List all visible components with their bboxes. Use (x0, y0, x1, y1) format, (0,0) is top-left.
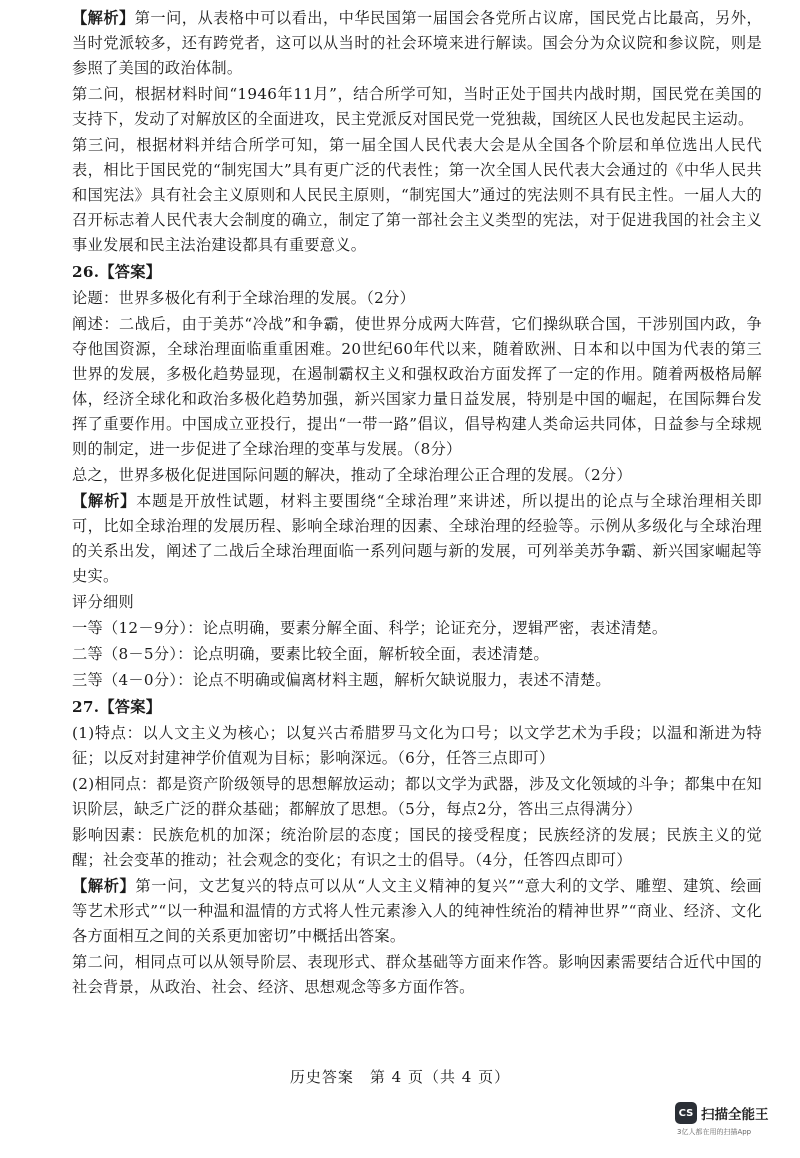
q27-analysis-1 (72, 874, 762, 949)
q27-answer-3: 影响因素：民族危机的加深；统治阶层的态度；国民的接受程度；民族经济的发展；民族主义的觉醒；社会变革的推动；社会观念的变化；有识之士的倡导。（4分，任答四点即可） (72, 826, 762, 869)
q25-analysis-p3: 第三问，根据材料并结合所学可知，第一届全国人民代表大会是从全国各个阶层和单位选出人民代表，相比于国民党的“制宪国大”具有更广泛的代表性；第一次全国人民代表大会通过的《中华人民共和国宪法》具有社会主义原则和人民民主原则，“制宪国大”通过的宪法则不具有民主性。一届人大的召开标志着人民代表大会制度的确立，制定了第一部社会主义类型的宪法，对于促进我国的社会主义事业发展和民主法治建设都具有重要意义。 (72, 136, 762, 254)
analysis-tag: 【解析】 (72, 877, 136, 895)
q26-heading: 26.【答案】 (72, 263, 162, 281)
q26-rubric-title: 评分细则 (72, 593, 134, 611)
q25-analysis-p1 (72, 6, 762, 81)
q26-analysis (72, 489, 762, 589)
watermark-title: 扫描全能王 (701, 1107, 769, 1123)
q26-grade-2: 二等（8－5分）：论点明确，要素比较全面，解析较全面，表述清楚。 (72, 645, 549, 663)
q26-conclusion: 总之，世界多极化促进国际问题的解决，推动了全球治理公正合理的发展。（2分） (72, 466, 632, 484)
q27-answer-2: (2)相同点：都是资产阶级领导的思想解放运动；都以文学为武器，涉及文化领域的斗争；都集中在知识阶层，缺乏广泛的群众基础；都解放了思想。（5分，每点2分，答出三点得满分） (72, 775, 762, 818)
analysis-tag: 【解析】 (72, 492, 137, 510)
watermark-subtitle: 3亿人都在用的扫描App (677, 1128, 752, 1136)
q25-analysis-p2: 第二问，根据材料时间“1946年11月”，结合所学可知，当时正处于国共内战时期，国民党在美国的支持下，发动了对解放区的全面进攻，民主党派反对国民党一党独裁，国统区人民也发起民主运动。 (72, 85, 762, 128)
q26-thesis: 论题：世界多极化有利于全球治理的发展。（2分） (72, 289, 416, 307)
q26-grade-1: 一等（12－9分）：论点明确，要素分解全面、科学；论证充分，逻辑严密，表述清楚。 (72, 619, 668, 637)
q27-heading: 27.【答案】 (72, 698, 162, 716)
q27-analysis-text-1: 第一问，文艺复兴的特点可以从“人文主义精神的复兴”“意大利的文学、雕塑、建筑、绘画等艺术形式”“以一种温和温情的方式将人性元素渗入人的纯神性统治的精神世界”“商业、经济、文化各方面相互之间的关系更加密切”中概括出答案。 (72, 877, 763, 945)
page-footer: 历史答案 第 4 页（共 4 页） (289, 1068, 511, 1086)
answer-page (72, 6, 762, 1000)
scanner-watermark (675, 1102, 785, 1137)
camscanner-logo-icon: CS (675, 1102, 697, 1124)
q26-analysis-text: 本题是开放性试题，材料主要围绕“全球治理”来讲述，所以提出的论点与全球治理相关即可，比如全球治理的发展历程、影响全球治理的因素、全球治理的经验等。示例从多级化与全球治理的关系出发，阐述了二战后全球治理面临一系列问题与新的发展，可列举美苏争霸、新兴国家崛起等史实。 (72, 492, 763, 585)
q26-grade-3: 三等（4－0分）：论点不明确或偏离材料主题，解析欠缺说服力，表述不清楚。 (72, 671, 611, 689)
analysis-tag: 【解析】 (72, 9, 135, 27)
q26-argument: 阐述：二战后，由于美苏“冷战”和争霸，使世界分成两大阵营，它们操纵联合国，干涉别国内政，争夺他国资源，全球治理面临重重困难。20世纪60年代以来，随着欧洲、日本和以中国为代表的第三世界的发展，多极化趋势显现，在遏制霸权主义和强权政治方面发挥了一定的作用。随着两极格局解体，经济全球化和政治多极化趋势加强，新兴国家力量日益发展，特别是中国的崛起，在国际舞台发挥了重要作用。中国成立亚投行，提出“一带一路”倡议，倡导构建人类命运共同体，日益参与全球规则的制定，进一步促进了全球治理的变革与发展。（8分） (72, 315, 762, 458)
q25-analysis-text-1: 第一问，从表格中可以看出，中华民国第一届国会各党所占议席，国民党占比最高，另外，当时党派较多，还有跨党者，这可以从当时的社会环境来进行解读。国会分为众议院和参议院，则是参照了美国的政治体制。 (72, 9, 763, 77)
q27-analysis-2: 第二问，相同点可以从领导阶层、表现形式、群众基础等方面来作答。影响因素需要结合近代中国的社会背景，从政治、社会、经济、思想观念等多方面作答。 (72, 953, 762, 996)
q27-answer-1: (1)特点：以人文主义为核心；以复兴古希腊罗马文化为口号；以文学艺术为手段；以温和渐进为特征；以反对封建神学价值观为目标；影响深远。（6分，任答三点即可） (72, 724, 762, 767)
